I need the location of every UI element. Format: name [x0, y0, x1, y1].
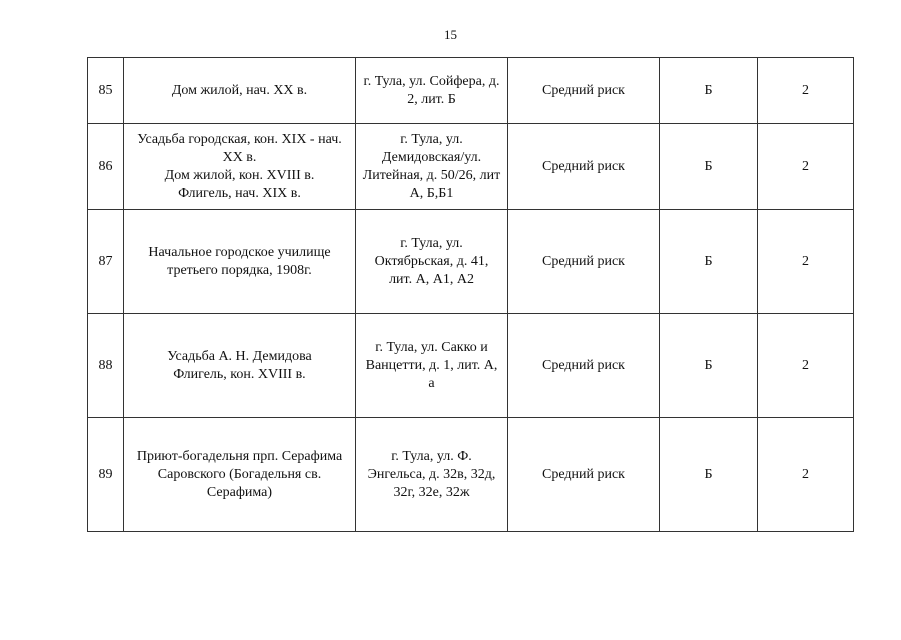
object-name-text: Усадьба А. Н. Демидова Флигель, кон. XVIII в.: [167, 348, 312, 382]
row-number: 86: [88, 124, 124, 210]
object-address-text: г. Тула, ул. Демидовская/ул. Литейная, д. 50/26, лит А, Б,Б1: [362, 131, 501, 201]
object-name: [124, 418, 356, 532]
object-name-text: Приют-богадельня прп. Серафима Саровского (Богадельня св. Серафима): [136, 448, 343, 500]
object-name-text: Начальное городское училище третьего порядка, 1908г.: [148, 244, 331, 278]
object-address-text: г. Тула, ул. Сойфера, д. 2, лит. Б: [363, 73, 500, 107]
heritage-risk-table: [87, 57, 854, 532]
object-address-text: г. Тула, ул. Сакко и Ванцетти, д. 1, лит. А, а: [365, 339, 498, 391]
table-row: [88, 314, 854, 418]
page-number: 15: [444, 27, 457, 42]
risk-class: 2: [758, 314, 854, 418]
risk-class: 2: [758, 210, 854, 314]
row-number: 85: [88, 58, 124, 124]
risk-category: Б: [660, 418, 758, 532]
object-name: [124, 210, 356, 314]
object-name: [124, 124, 356, 210]
object-name-text: Усадьба городская, кон. XIX - нач. XX в. Дом жилой, кон. XVIII в. Флигель, нач. XIX в.: [137, 131, 342, 201]
table-row: [88, 58, 854, 124]
risk-category: Б: [660, 314, 758, 418]
risk-level: Средний риск: [508, 210, 660, 314]
risk-category: Б: [660, 58, 758, 124]
risk-level: Средний риск: [508, 58, 660, 124]
risk-level: Средний риск: [508, 418, 660, 532]
object-address: [356, 314, 508, 418]
table-row: [88, 418, 854, 532]
row-number: 87: [88, 210, 124, 314]
risk-class: 2: [758, 124, 854, 210]
risk-class: 2: [758, 58, 854, 124]
object-name-text: Дом жилой, нач. XX в.: [171, 82, 308, 98]
row-number: 89: [88, 418, 124, 532]
row-number: 88: [88, 314, 124, 418]
object-address: [356, 58, 508, 124]
object-name: [124, 314, 356, 418]
object-address: [356, 124, 508, 210]
object-address: [356, 210, 508, 314]
object-address-text: г. Тула, ул. Ф. Энгельса, д. 32в, 32д, 32г, 32е, 32ж: [367, 448, 496, 500]
object-name: [124, 58, 356, 124]
risk-category: Б: [660, 210, 758, 314]
risk-level: Средний риск: [508, 314, 660, 418]
object-address: [356, 418, 508, 532]
table-row: [88, 124, 854, 210]
object-address-text: г. Тула, ул. Октябрьская, д. 41, лит. А, А1, А2: [374, 235, 489, 287]
risk-level: Средний риск: [508, 124, 660, 210]
table-row: [88, 210, 854, 314]
risk-category: Б: [660, 124, 758, 210]
risk-class: 2: [758, 418, 854, 532]
